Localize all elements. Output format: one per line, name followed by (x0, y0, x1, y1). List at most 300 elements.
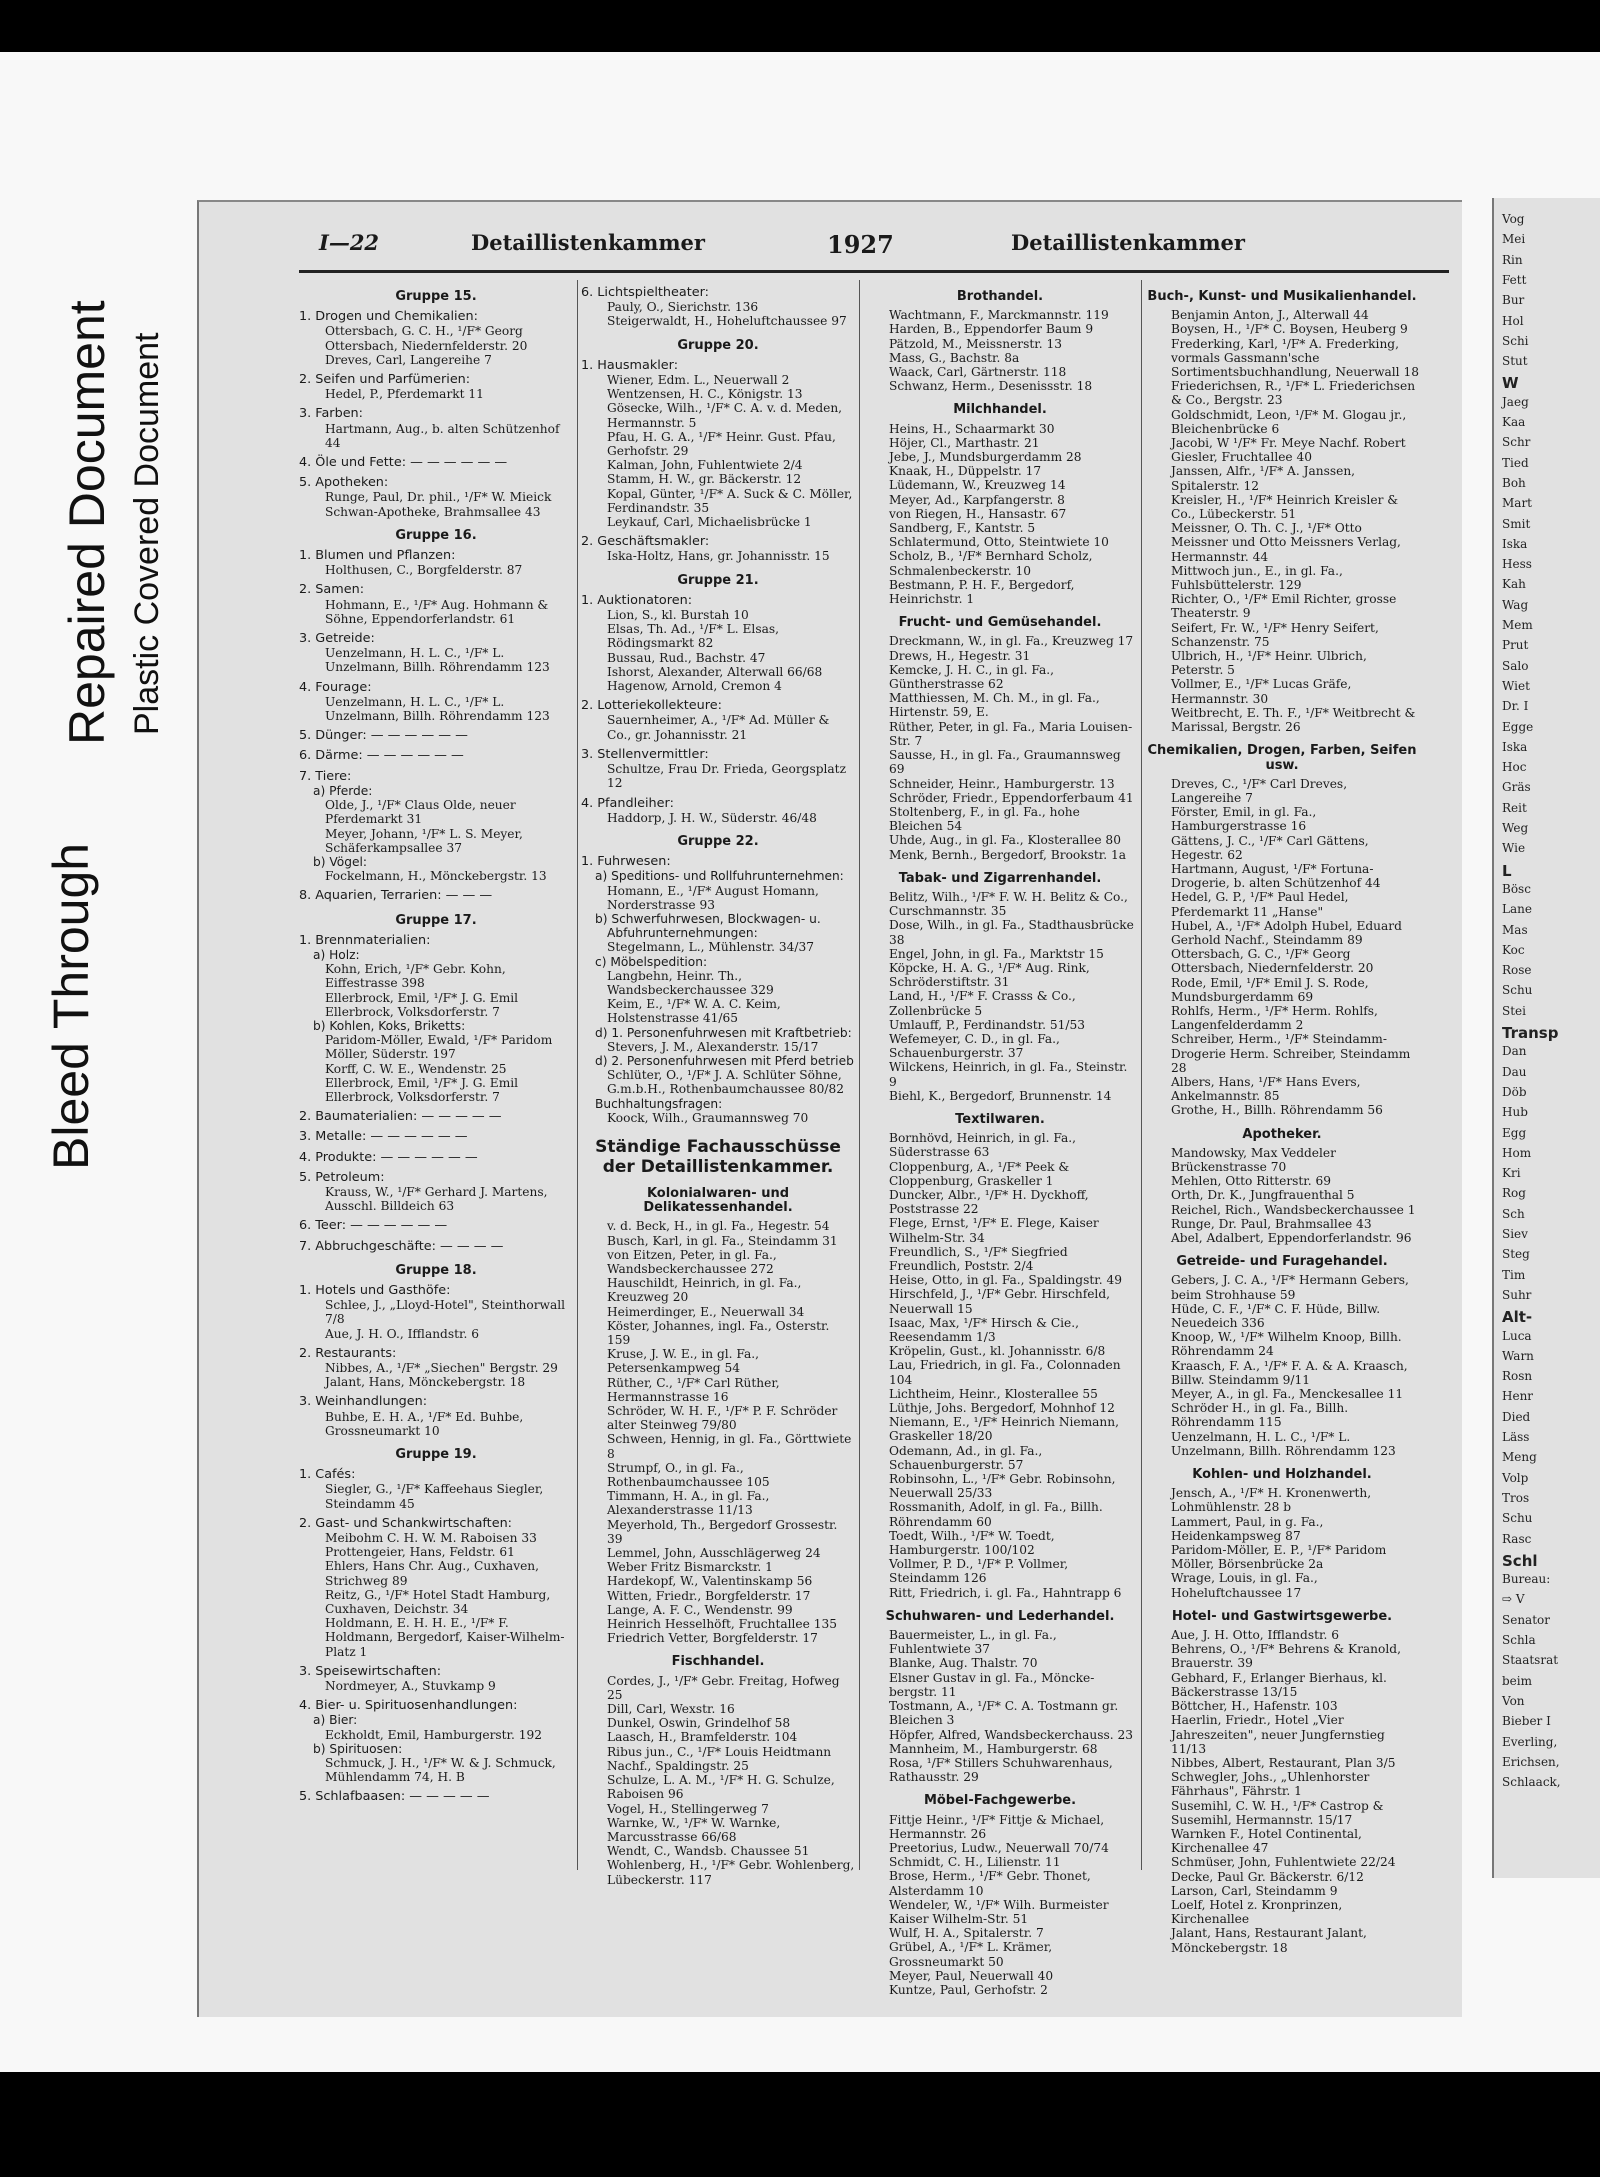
directory-entry: Dunkel, Oswin, Grindelhof 58 (607, 1716, 791, 1731)
directory-entry: Freundlich, S., ¹/F* Siegfried Freundlich, Poststr. 2/4 (889, 1244, 1068, 1273)
directory-entry: Jalant, Hans, Mönckebergstr. 18 (325, 1375, 526, 1390)
directory-entry: Höjer, Cl., Marthastr. 21 (889, 435, 1040, 450)
directory-entry: Blanke, Aug. Thalstr. 70 (889, 1656, 1038, 1671)
directory-entry: Meyer, Paul, Neuerwall 40 (889, 1968, 1054, 1983)
adjacent-page-text: Schu (1502, 1511, 1533, 1526)
directory-entry: Schwanz, Herm., Desenissstr. 18 (889, 379, 1093, 394)
directory-entry: Hubel, A., ¹/F* Adolph Hubel, Eduard Gerhold Nachf., Steindamm 89 (1171, 918, 1402, 947)
running-title-right: Detaillistenkammer (1011, 230, 1245, 255)
adjacent-page-fragment (1492, 198, 1600, 1878)
category-entry: 1. Cafés: (299, 1467, 356, 1483)
directory-entry: Heise, Otto, in gl. Fa., Spaldingstr. 49 (889, 1273, 1122, 1288)
directory-entry: Jacobi, W ¹/F* Fr. Meye Nachf. Robert Giesler, Fruchtallee 40 (1171, 436, 1406, 465)
directory-entry: Mehlen, Otto Ritterstr. 69 (1171, 1174, 1332, 1189)
directory-entry: Janssen, Alfr., ¹/F* A. Janssen, Spitalerstr. 12 (1171, 464, 1356, 493)
section-heading: Getreide- und Furagehandel. (1176, 1254, 1388, 1270)
directory-entry: Timmann, H. A., in gl. Fa., Alexanderstrasse 11/13 (607, 1489, 770, 1518)
directory-entry: Kopal, Günter, ¹/F* A. Suck & C. Möller, Ferdinandstr. 35 (607, 486, 853, 515)
directory-entry: Schröder H., in gl. Fa., Billh. Röhrendamm 115 (1171, 1401, 1349, 1430)
directory-entry: Fockelmann, H., Mönckebergstr. 13 (325, 869, 547, 884)
section-heading: Gruppe 15. (395, 289, 477, 304)
column-1 (299, 280, 573, 1805)
directory-entry: Pauly, O., Sierichstr. 136 (607, 300, 759, 315)
committee-heading: Ständige Fachausschüsse der Detaillistenkammer. (595, 1136, 841, 1177)
directory-entry: Leykauf, Carl, Michaelisbrücke 1 (607, 515, 812, 530)
directory-entry: Schlatermund, Otto, Steintwiete 10 (889, 535, 1109, 550)
directory-entry: Menk, Bernh., Bergedorf, Brookstr. 1a (889, 847, 1127, 862)
directory-entry: Kuntze, Paul, Gerhofstr. 2 (889, 1982, 1048, 1997)
adjacent-page-text: Tim (1502, 1267, 1526, 1282)
directory-entry: Larson, Carl, Steindamm 9 (1171, 1883, 1338, 1898)
directory-entry: Kohn, Erich, ¹/F* Gebr. Kohn, Eiffestrasse 398 (325, 962, 506, 991)
directory-entry: Pfau, H. G. A., ¹/F* Heinr. Gust. Pfau, Gerhofstr. 29 (607, 429, 836, 459)
adjacent-page-text: Staatsrat (1502, 1653, 1559, 1668)
directory-entry: Laasch, H., Bramfelderstr. 104 (607, 1730, 798, 1745)
directory-entry: Hardekopf, W., Valentinskamp 56 (607, 1574, 813, 1589)
directory-entry: Heins, H., Schaarmarkt 30 (889, 421, 1055, 436)
directory-entry: Hüde, C. F., ¹/F* C. F. Hüde, Billw. Neuedeich 336 (1171, 1301, 1381, 1331)
category-entry: 2. Seifen und Parfümerien: (299, 372, 471, 388)
directory-entry: Schwegler, Johs., „Uhlenhorster Fährhaus", Fährstr. 1 (1171, 1770, 1370, 1799)
directory-entry: Bornhövd, Heinrich, in gl. Fa., Süderstrasse 63 (889, 1131, 1077, 1160)
page-number: I—22 (319, 230, 380, 255)
directory-entry: Dreves, C., ¹/F* Carl Dreves, Langereihe 7 (1171, 776, 1348, 805)
directory-entry: Schlee, J., „Lloyd-Hotel", Steinthorwall 7/8 (325, 1298, 566, 1327)
directory-entry: Lichtheim, Heinr., Klosterallee 55 (889, 1386, 1098, 1401)
directory-entry: Mittwoch jun., E., in gl. Fa., Fuhlsbüttelerstr. 129 (1171, 563, 1343, 593)
directory-entry: Fittje Heinr., ¹/F* Fittje & Michael, Hermannstr. 26 (889, 1812, 1105, 1841)
directory-entry: Lüthje, Johs. Bergedorf, Mohnhof 12 (889, 1401, 1115, 1416)
adjacent-page-text: Rasc (1502, 1531, 1532, 1546)
adjacent-page-text: Stut (1502, 354, 1528, 369)
adjacent-page-text: Schu (1502, 983, 1533, 998)
adjacent-page-text: Bur (1502, 293, 1525, 308)
directory-entry: Friedrich Vetter, Borgfelderstr. 17 (607, 1631, 818, 1646)
directory-entry: Nibbes, A., ¹/F* „Siechen" Bergstr. 29 (325, 1361, 558, 1375)
category-entry: 3. Speisewirtschaften: (299, 1663, 442, 1679)
directory-entry: Richter, O., ¹/F* Emil Richter, grosse Theaterstr. 9 (1171, 592, 1397, 621)
adjacent-page-text: Rog (1502, 1186, 1526, 1201)
category-entry: 4. Produkte: — — — — — — (299, 1149, 478, 1165)
category-entry: 4. Fourage: (299, 679, 372, 695)
category-entry: 2. Lotteriekollekteure: (581, 698, 722, 714)
directory-entry: Uenzelmann, H. L. C., ¹/F* L. Unzelmann, Billh. Röhrendamm 123 (325, 694, 550, 724)
column-3 (863, 280, 1137, 1997)
adjacent-page-text: Hess (1502, 557, 1532, 572)
directory-entry: Uhde, Aug., in gl. Fa., Klosterallee 80 (889, 833, 1121, 848)
directory-entry: Warnke, W., ¹/F* W. Warnke, Marcusstrasse 66/68 (607, 1815, 781, 1844)
category-entry: 4. Pfandleiher: (581, 795, 674, 811)
directory-entry: Hirschfeld, J., ¹/F* Gebr. Hirschfeld, Neuerwall 15 (889, 1287, 1110, 1316)
directory-entry: Lau, Friedrich, in gl. Fa., Colonnaden 104 (889, 1358, 1121, 1387)
adjacent-page-text: Wiet (1502, 678, 1530, 693)
directory-entry: Wiener, Edm. L., Neuerwall 2 (607, 373, 790, 388)
adjacent-page-text: Reit (1502, 800, 1527, 815)
directory-entry: Schmüser, John, Fuhlentwiete 22/24 (1171, 1855, 1396, 1870)
directory-entry: Hartmann, August, ¹/F* Fortuna-Drogerie, b. alten Schützenhof 44 (1171, 861, 1381, 891)
directory-entry: Friederichsen, R., ¹/F* L. Friederichsen & Co., Bergstr. 23 (1171, 379, 1416, 408)
directory-entry: Elsner Gustav in gl. Fa., Möncke- bergstr. 11 (889, 1670, 1095, 1699)
directory-entry: Meibohm C. H. W. M. Raboisen 33 (325, 1531, 537, 1546)
adjacent-page-text: beim (1502, 1673, 1532, 1688)
adjacent-page-text: Luca (1502, 1328, 1532, 1343)
adjacent-page-text: Erichsen, (1502, 1754, 1560, 1769)
directory-entry: Förster, Emil, in gl. Fa., Hamburgerstrasse 16 (1171, 805, 1317, 834)
subcategory-entry: b) Kohlen, Koks, Briketts: (313, 1018, 466, 1033)
subcategory-entry: Buchhaltungsfragen: (595, 1096, 723, 1111)
directory-entry: Weitbrecht, E. Th. F., ¹/F* Weitbrecht & Marissal, Bergstr. 26 (1171, 705, 1416, 735)
directory-entry: Schween, Hennig, in gl. Fa., Görttwiete 8 (607, 1432, 852, 1461)
directory-entry: Knaak, H., Düppelstr. 17 (889, 464, 1042, 479)
section-heading: Gruppe 20. (677, 337, 759, 353)
section-heading: Milchhandel. (953, 402, 1047, 418)
repaired-document-label: Repaired Document (59, 300, 115, 745)
directory-entry: Cordes, J., ¹/F* Gebr. Freitag, Hofweg 25 (607, 1673, 840, 1702)
category-entry: 1. Hausmakler: (581, 357, 679, 373)
adjacent-page-text: Meng (1502, 1450, 1537, 1465)
adjacent-page-text: Prut (1502, 638, 1529, 653)
directory-entry: Meyer, Johann, ¹/F* L. S. Meyer, Schäferkampsallee 37 (325, 826, 523, 855)
category-entry: 3. Farben: (299, 406, 363, 422)
directory-entry: Aue, J. H. Otto, Ifflandstr. 6 (1171, 1628, 1339, 1643)
directory-entry: Scholz, B., ¹/F* Bernhard Scholz, Schmalenbeckerstr. 10 (889, 549, 1093, 578)
adjacent-page-text: Mei (1502, 232, 1526, 247)
directory-entry: Holdmann, E. H. H. E., ¹/F* F. Holdmann, Bergedorf, Kaiser-Wilhelm-Platz 1 (325, 1616, 565, 1659)
directory-entry: Haddorp, J. H. W., Süderstr. 46/48 (607, 810, 817, 825)
running-title-left: Detaillistenkammer (471, 230, 705, 255)
directory-entry: Gebhard, F., Erlanger Bierhaus, kl. Bäckerstrasse 13/15 (1171, 1670, 1387, 1699)
directory-entry: Bussau, Rud., Bachstr. 47 (607, 650, 766, 665)
adjacent-page-text: Senator (1502, 1612, 1550, 1627)
directory-entry: Tostmann, A., ¹/F* C. A. Tostmann gr. Bleichen 3 (889, 1699, 1119, 1728)
directory-entry: Mass, G., Bachstr. 8a (889, 350, 1020, 365)
directory-entry: Lemmel, John, Ausschlägerweg 24 (607, 1546, 821, 1561)
directory-entry: Goldschmidt, Leon, ¹/F* M. Glogau jr., Bleichenbrücke 6 (1171, 407, 1407, 436)
directory-entry: Sauernheimer, A., ¹/F* Ad. Müller & Co., gr. Johannisstr. 21 (607, 713, 830, 742)
section-heading: Kolonialwaren- und Delikatessenhandel. (643, 1185, 793, 1216)
directory-entry: Wentzensen, H. C., Königstr. 13 (607, 387, 803, 402)
directory-entry: Nordmeyer, A., Stuvkamp 9 (325, 1679, 496, 1694)
directory-entry: Kalman, John, Fuhlentwiete 2/4 (607, 458, 803, 473)
adjacent-page-text: Bösc (1502, 881, 1531, 896)
directory-entry: Rüther, Peter, in gl. Fa., Maria Louisen-Str. 7 (889, 719, 1133, 748)
adjacent-page-text: Dau (1502, 1064, 1527, 1079)
directory-entry: von Riegen, H., Hansastr. 67 (889, 506, 1067, 521)
directory-entry: Dreckmann, W., in gl. Fa., Kreuzweg 17 (889, 634, 1134, 649)
directory-entry: Behrens, O., ¹/F* Behrens & Kranold, Brauerstr. 39 (1171, 1642, 1401, 1671)
section-heading: Gruppe 18. (395, 1262, 477, 1278)
directory-entry: Waack, Carl, Gärtnerstr. 118 (889, 365, 1067, 380)
directory-entry: Bestmann, P. H. F., Bergedorf, Heinrichstr. 1 (889, 577, 1075, 607)
category-entry: 1. Drogen und Chemikalien: (299, 309, 478, 325)
section-heading: Brothandel. (956, 289, 1044, 304)
adjacent-page-text: Wie (1502, 841, 1526, 856)
adjacent-page-text: Schlaack, (1502, 1775, 1561, 1790)
directory-entry: Langbehn, Heinr. Th., Wandsbeckerchaussee 329 (607, 968, 774, 997)
subcategory-entry: d) 1. Personenfuhrwesen mit Kraftbetrieb: (595, 1025, 852, 1040)
directory-entry: Vollmer, E., ¹/F* Lucas Gräfe, Hermannstr. 30 (1171, 677, 1352, 706)
adjacent-page-text: Henr (1502, 1389, 1534, 1404)
bleed-through-label: Bleed Through (43, 842, 99, 1170)
column-divider (577, 280, 578, 1870)
directory-entry: Ellerbrock, Emil, ¹/F* J. G. Emil Ellerbrock, Volksdorferstr. 7 (325, 990, 519, 1019)
adjacent-page-text: Vog (1502, 212, 1525, 226)
directory-entry: Schneider, Heinr., Hamburgerstr. 13 (889, 776, 1115, 791)
directory-entry: Stoltenberg, F., in gl. Fa., hohe Bleichen 54 (889, 804, 1080, 834)
directory-entry: Dill, Carl, Wexstr. 16 (607, 1702, 735, 1717)
document-page (197, 200, 1462, 2017)
directory-entry: Rode, Emil, ¹/F* Emil J. S. Rode, Mundsburgerdamm 69 (1171, 975, 1369, 1004)
directory-entry: Wilckens, Heinrich, in gl. Fa., Steinstr. 9 (889, 1060, 1128, 1089)
directory-entry: Ritt, Friedrich, i. gl. Fa., Hahntrapp 6 (889, 1585, 1122, 1600)
adjacent-page-text: Transp (1502, 1024, 1559, 1042)
directory-entry: Stevers, J. M., Alexanderstr. 15/17 (607, 1039, 819, 1054)
directory-entry: Kreisler, H., ¹/F* Heinrich Kreisler & Co., Lübeckerstr. 51 (1171, 492, 1399, 522)
directory-entry: Köpcke, H. A. G., ¹/F* Aug. Rink, Schröderstiftstr. 31 (889, 960, 1090, 990)
directory-entry: Nibbes, Albert, Restaurant, Plan 3/5 (1171, 1755, 1396, 1770)
directory-entry: Kemcke, J. H. C., in gl. Fa., Güntherstrasse 62 (889, 662, 1055, 692)
directory-entry: Uenzelmann, H. L. C., ¹/F* L. Unzelmann, Billh. Röhrendamm 123 (1171, 1429, 1396, 1458)
adjacent-page-text: Iska (1502, 739, 1528, 754)
category-entry: 3. Metalle: — — — — — — (299, 1129, 468, 1145)
directory-entry: Hartmann, Aug., b. alten Schützenhof 44 (325, 421, 560, 450)
directory-entry: Rosa, ¹/F* Stillers Schuhwarenhaus, Rathausstr. 29 (889, 1755, 1113, 1785)
directory-entry: Heimerdinger, E., Neuerwall 34 (607, 1304, 805, 1319)
directory-entry: Steigerwaldt, H., Hoheluftchaussee 97 (607, 314, 847, 329)
section-heading: Hotel- und Gastwirtsgewerbe. (1171, 1608, 1393, 1624)
category-entry: 1. Blumen und Pflanzen: (299, 548, 456, 564)
directory-entry: Witten, Friedr., Borgfelderstr. 17 (607, 1588, 811, 1603)
directory-entry: Lammert, Paul, in g. Fa., Heidenkampsweg 87 (1171, 1514, 1324, 1543)
adjacent-page-text: Lane (1502, 902, 1532, 917)
adjacent-page-text: ⇨ V (1502, 1592, 1525, 1607)
directory-entry: Kruse, J. W. E., in gl. Fa., Petersenkampweg 54 (607, 1347, 760, 1376)
adjacent-page-text: Egg (1502, 1125, 1527, 1140)
directory-entry: Hauschildt, Heinrich, in gl. Fa., Kreuzweg 20 (607, 1276, 802, 1305)
category-entry: 5. Petroleum: (299, 1169, 385, 1185)
scan-top-border (0, 0, 1600, 52)
adjacent-page-text: Hoc (1502, 760, 1527, 775)
subcategory-entry: a) Speditions- und Rollfuhrunternehmen: (595, 869, 844, 884)
adjacent-page-text: Iska (1502, 536, 1528, 551)
directory-entry: Wefemeyer, C. D., in gl. Fa., Schauenburgerstr. 37 (889, 1031, 1060, 1061)
category-entry: 2. Geschäftsmakler: (581, 534, 710, 550)
directory-entry: Bauermeister, L., in gl. Fa., Fuhlentwiete 37 (889, 1628, 1057, 1657)
directory-entry: Brose, Herm., ¹/F* Gebr. Thonet, Alsterdamm 10 (889, 1869, 1091, 1898)
directory-entry: Schmidt, C. H., Lilienstr. 11 (889, 1855, 1061, 1870)
directory-entry: Busch, Karl, in gl. Fa., Steindamm 31 (607, 1233, 838, 1248)
section-heading: Apotheker. (1242, 1126, 1322, 1142)
adjacent-page-text: Steg (1502, 1247, 1530, 1262)
directory-entry: Jalant, Hans, Restaurant Jalant, Mönckebergstr. 18 (1171, 1926, 1367, 1955)
section-heading: Textilwaren. (955, 1111, 1045, 1127)
directory-entry: Siegler, G., ¹/F* Kaffeehaus Siegler, Steindamm 45 (325, 1482, 544, 1511)
adjacent-page-text: Hol (1502, 313, 1524, 328)
directory-entry: Decke, Paul Gr. Bäckerstr. 6/12 (1171, 1869, 1364, 1884)
column-divider (859, 280, 860, 1870)
section-heading: Gruppe 17. (395, 912, 477, 928)
directory-entry: Schröder, W. H. F., ¹/F* P. F. Schröder alter Steinweg 79/80 (607, 1404, 838, 1433)
directory-entry: Paridom-Möller, E. P., ¹/F* Paridom Möller, Börsenbrücke 2a (1171, 1543, 1387, 1572)
directory-entry: Meissner, O. Th. C. J., ¹/F* Otto Meissner und Otto Meissners Verlag, Hermannstr. 44 (1171, 521, 1401, 564)
adjacent-page-text: Fett (1502, 272, 1527, 287)
section-heading: Schuhwaren- und Lederhandel. (885, 1608, 1115, 1624)
adjacent-page-text: Kaa (1502, 415, 1526, 429)
directory-entry: Meyer, A., in gl. Fa., Menckesallee 11 (1171, 1387, 1404, 1402)
directory-entry: Wendeler, W., ¹/F* Wilh. Burmeister Kaiser Wilhelm-Str. 51 (889, 1897, 1109, 1926)
category-entry: 2. Baumaterialien: — — — — — (299, 1109, 502, 1125)
section-heading: Gruppe 22. (677, 833, 759, 849)
adjacent-page-text: Bureau: (1502, 1572, 1551, 1587)
directory-entry: Strumpf, O., in gl. Fa., Rothenbaumchaussee 105 (607, 1460, 770, 1490)
directory-entry: Grübel, A., ¹/F* L. Krämer, Grossneumarkt 50 (889, 1940, 1053, 1969)
section-heading: Chemikalien, Drogen, Farben, Seifen usw. (1147, 743, 1417, 773)
directory-entry: Lange, A. F. C., Wendenstr. 99 (607, 1602, 793, 1617)
directory-entry: Reitz, G., ¹/F* Hotel Stadt Hamburg, Cuxhaven, Deichstr. 34 (325, 1587, 551, 1617)
directory-entry: Lüdemann, W., Kreuzweg 14 (889, 478, 1066, 493)
category-entry: 6. Lichtspieltheater: (581, 285, 709, 300)
directory-entry: Benjamin Anton, J., Alterwall 44 (1171, 308, 1369, 323)
directory-entry: Knoop, W., ¹/F* Wilhelm Knoop, Billh. Röhrendamm 24 (1171, 1330, 1402, 1359)
adjacent-page-text: Alt- (1502, 1308, 1533, 1327)
category-entry: 7. Abbruchgeschäfte: — — — — (299, 1238, 504, 1254)
section-heading: Kohlen- und Holzhandel. (1192, 1467, 1372, 1483)
directory-entry: Weber Fritz Bismarckstr. 1 (607, 1560, 773, 1575)
category-entry: 8. Aquarien, Terrarien: — — — (299, 888, 493, 904)
directory-entry: Schlüter, O., ¹/F* J. A. Schlüter Söhne, G.m.b.H., Rothenbaumchaussee 80/82 (607, 1068, 845, 1097)
directory-entry: Land, H., ¹/F* F. Crasss & Co., Zollenbrücke 5 (889, 989, 1076, 1018)
directory-entry: Heinrich Hesselhöft, Fruchtallee 135 (607, 1617, 837, 1632)
directory-entry: Cloppenburg, A., ¹/F* Peek & Cloppenburg, Graskeller 1 (889, 1159, 1070, 1188)
adjacent-page-text: Suhr (1502, 1287, 1532, 1302)
directory-entry: Harden, B., Eppendorfer Baum 9 (889, 322, 1094, 337)
directory-entry: Gebers, J. C. A., ¹/F* Hermann Gebers, beim Strohhause 59 (1171, 1273, 1409, 1302)
adjacent-page-text: Mas (1502, 922, 1528, 937)
adjacent-page-text: Koc (1502, 942, 1525, 957)
adjacent-page-text: Von (1502, 1693, 1525, 1708)
category-entry: 3. Stellenvermittler: (581, 746, 709, 762)
adjacent-page-text: Boh (1502, 475, 1526, 490)
adjacent-page-text: Rin (1502, 252, 1523, 267)
subcategory-entry: a) Pferde: (313, 783, 373, 798)
adjacent-page-text: Hom (1502, 1145, 1532, 1160)
adjacent-page-text: Bieber I (1502, 1714, 1551, 1729)
year-heading: 1927 (827, 230, 894, 259)
directory-entry: Robinsohn, L., ¹/F* Gebr. Robinsohn, Neuerwall 25/33 (889, 1472, 1116, 1501)
directory-entry: Ribus jun., C., ¹/F* Louis Heidtmann Nachf., Spaldingstr. 25 (607, 1744, 832, 1773)
directory-entry: Jebe, J., Mundsburgerdamm 28 (889, 450, 1082, 465)
column-2 (581, 280, 855, 1887)
directory-entry: Olde, J., ¹/F* Claus Olde, neuer Pferdemarkt 31 (325, 798, 516, 827)
directory-entry: Orth, Dr. K., Jungfrauenthal 5 (1171, 1188, 1355, 1203)
adjacent-page-text: Dr. I (1502, 699, 1529, 714)
directory-entry: Hohmann, E., ¹/F* Aug. Hohmann & Söhne, Eppendorferlandstr. 61 (325, 597, 549, 626)
directory-entry: Ottersbach, G. C., ¹/F* Georg Ottersbach, Niedernfelderstr. 20 (1171, 947, 1374, 976)
directory-entry: Aue, J. H. O., Ifflandstr. 6 (325, 1326, 480, 1341)
directory-entry: Mandowsky, Max Veddeler Brückenstrasse 70 (1171, 1145, 1336, 1174)
subcategory-entry: b) Vögel: (313, 854, 367, 869)
directory-entry: Ellerbrock, Emil, ¹/F* J. G. Emil Ellerbrock, Volksdorferstr. 7 (325, 1075, 519, 1104)
adjacent-page-text: Rosn (1502, 1369, 1533, 1384)
directory-entry: Albers, Hans, ¹/F* Hans Evers, Ankelmannstr. 85 (1171, 1074, 1361, 1104)
adjacent-page-text: Salo (1502, 658, 1529, 673)
directory-entry: Ulbrich, H., ¹/F* Heinr. Ulbrich, Peterstr. 5 (1171, 649, 1367, 678)
adjacent-page-text: Egge (1502, 719, 1534, 734)
directory-entry: Meyer, Ad., Karpfangerstr. 8 (889, 492, 1065, 507)
category-entry: 3. Getreide: (299, 631, 375, 647)
directory-entry: Ottersbach, G. C. H., ¹/F* Georg Ottersbach, Niedernfelderstr. 20 (325, 324, 528, 353)
category-entry: 4. Bier- u. Spirituosenhandlungen: (299, 1698, 518, 1714)
adjacent-page-text: Schr (1502, 435, 1531, 450)
category-entry: 5. Schlafbaasen: — — — — — (299, 1789, 490, 1805)
directory-entry: Umlauff, P., Ferdinandstr. 51/53 (889, 1017, 1085, 1032)
category-entry: 3. Weinhandlungen: (299, 1394, 428, 1410)
directory-entry: Wrage, Louis, in gl. Fa., Hoheluftchaussee 17 (1171, 1571, 1318, 1600)
directory-entry: Hedel, G. P., ¹/F* Paul Hedel, Pferdemarkt 11 „Hanse" (1171, 890, 1349, 919)
directory-entry: Gättens, J. C., ¹/F* Carl Gättens, Hegestr. 62 (1171, 833, 1369, 862)
directory-entry: Kraasch, F. A., ¹/F* F. A. & A. Kraasch, Billw. Steindamm 9/11 (1171, 1358, 1408, 1387)
directory-entry: Gösecke, Wilh., ¹/F* C. A. v. d. Meden, Hermannstr. 5 (607, 401, 843, 430)
directory-entry: Uenzelmann, H. L. C., ¹/F* L. Unzelmann, Billh. Röhrendamm 123 (325, 646, 550, 675)
directory-entry: Höpfer, Alfred, Wandsbeckerchauss. 23 (889, 1727, 1133, 1742)
directory-entry: Frederking, Karl, ¹/F* A. Frederking, vormals Gassmann'sche Sortimentsbuchhandlung, Neuerwall 18 (1171, 336, 1419, 380)
plastic-covered-label: Plastic Covered Document (128, 332, 166, 735)
directory-entry: Belitz, Wilh., ¹/F* F. W. H. Belitz & Co., Curschmannstr. 35 (889, 889, 1128, 919)
directory-entry: Schreiber, Herm., ¹/F* Steindamm-Drogerie Herm. Schreiber, Steindamm 28 (1171, 1032, 1411, 1075)
directory-entry: Dreves, Carl, Langereihe 7 (325, 352, 492, 367)
adjacent-page-text: Siev (1502, 1227, 1528, 1241)
directory-entry: v. d. Beck, H., in gl. Fa., Hegestr. 54 (607, 1219, 830, 1234)
adjacent-page-text: W (1502, 374, 1519, 393)
adjacent-page-text: Volp (1502, 1470, 1529, 1485)
directory-entry: Hagenow, Arnold, Cremon 4 (607, 679, 782, 694)
directory-entry: Warnken F., Hotel Continental, Kirchenallee 47 (1171, 1826, 1362, 1856)
directory-entry: Holthusen, C., Borgfelderstr. 87 (325, 563, 523, 578)
directory-entry: Böttcher, H., Hafenstr. 103 (1171, 1699, 1338, 1714)
adjacent-page-text: L (1502, 861, 1512, 880)
adjacent-page-text: Sch (1502, 1206, 1525, 1221)
directory-entry: Krauss, W., ¹/F* Gerhard J. Martens, Ausschl. Billdeich 63 (325, 1184, 548, 1214)
adjacent-page-text: Everling, (1502, 1734, 1558, 1749)
section-heading: Gruppe 21. (677, 572, 759, 588)
adjacent-page-text: Tros (1502, 1490, 1530, 1505)
directory-entry: Reichel, Rich., Wandsbeckerchaussee 1 (1171, 1202, 1416, 1217)
adjacent-page-text: Hub (1502, 1105, 1528, 1120)
header-rule (299, 270, 1449, 273)
adjacent-page-text: Mem (1502, 618, 1533, 632)
directory-entry: Runge, Dr. Paul, Brahmsallee 43 (1171, 1216, 1372, 1231)
subcategory-entry: a) Bier: (313, 1713, 358, 1728)
subcategory-entry: c) Möbelspedition: (595, 954, 708, 969)
directory-entry: Dose, Wilh., in gl. Fa., Stadthausbrücke 38 (889, 918, 1134, 947)
directory-entry: Keim, E., ¹/F* W. A. C. Keim, Holstenstrasse 41/65 (607, 997, 781, 1026)
category-entry: 1. Auktionatoren: (581, 592, 693, 608)
section-heading: Gruppe 16. (395, 527, 477, 543)
category-entry: 1. Fuhrwesen: (581, 854, 671, 870)
directory-entry: Homann, E., ¹/F* August Homann, Norderstrasse 93 (607, 883, 819, 912)
directory-entry: Vogel, H., Stellingerweg 7 (607, 1801, 769, 1816)
directory-entry: Duncker, Albr., ¹/F* H. Dyckhoff, Poststrasse 22 (889, 1187, 1089, 1217)
directory-entry: Koock, Wilh., Graumannsweg 70 (607, 1110, 809, 1125)
directory-entry: Prottengeier, Hans, Feldstr. 61 (325, 1545, 515, 1560)
directory-entry: Eckholdt, Emil, Hamburgerstr. 192 (325, 1727, 543, 1742)
directory-entry: Köster, Johannes, ingl. Fa., Osterstr. 159 (607, 1318, 830, 1347)
category-entry: 2. Restaurants: (299, 1345, 397, 1361)
directory-entry: Korff, C. W. E., Wendenstr. 25 (325, 1061, 507, 1076)
directory-entry: Wendt, C., Wandsb. Chaussee 51 (607, 1844, 810, 1859)
column-divider (1141, 280, 1142, 1870)
directory-entry: Sandberg, F., Kantstr. 5 (889, 521, 1036, 536)
